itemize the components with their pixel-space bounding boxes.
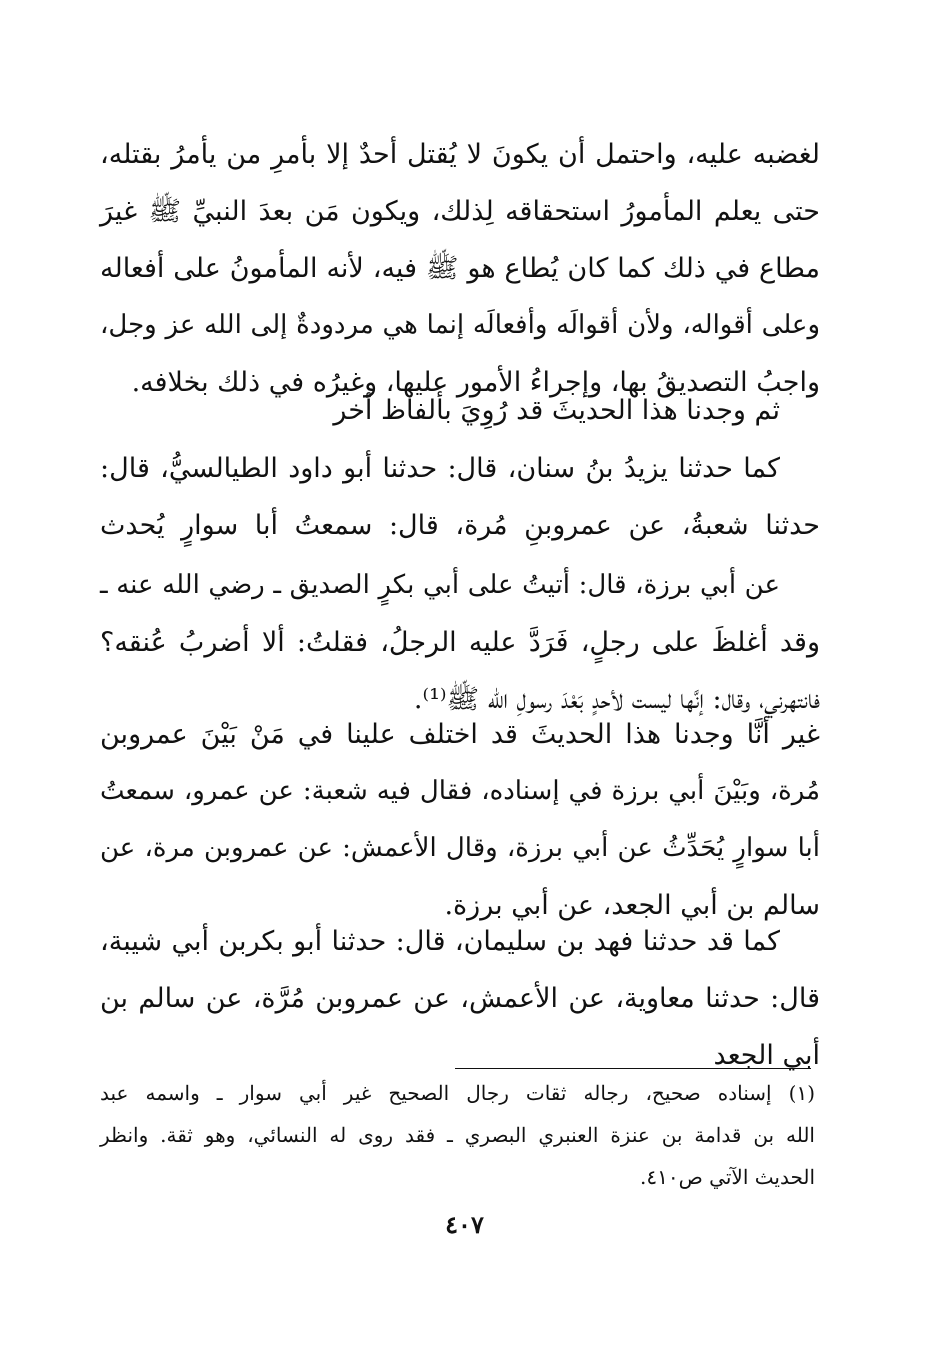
footnote-separator	[455, 1068, 811, 1069]
footnote-line: (١) إسناده صحيح، رجاله ثقات رجال الصحيح غير أبي سوار ـ واسمه عبد	[100, 1081, 815, 1105]
paragraph-line: فانتهرني، وقال: إنَّها ليست لأحدٍ بَعْدَ رسولِ الله ﷺ⁽¹⁾.	[413, 684, 820, 715]
paragraph-line: واجبُ التصديقُ بها، وإجراءُ الأمور عليها، وغيرُه في ذلك بخلافه.	[131, 367, 820, 398]
footnote-line: الله بن قدامة بن عنزة العنبري البصري ـ فقد روى له النسائي، وهو ثقة. وانظر	[100, 1123, 815, 1147]
paragraph-2	[100, 382, 820, 439]
footnote-line: الحديث الآتي ص٤١٠.	[640, 1165, 815, 1189]
paragraph-line: مُرة، وبَيْنَ أبي برزة في إسناده، فقال فيه شعبة: عن عمرو، سمعتُ	[100, 776, 820, 806]
footnote-1	[100, 1072, 815, 1198]
paragraph-5	[100, 706, 820, 934]
paragraph-line: حتى يعلم المأمورُ استحقاقه لِذلك، ويكون مَن بعدَ النبيِّ ﷺ غيرَ	[100, 196, 820, 227]
paragraph-line: أبي الجعد	[713, 1040, 820, 1071]
paragraph-line: مطاع في ذلك كما كان يُطاع هو ﷺ فيه، لأنه المأمونُ على أفعاله	[100, 253, 820, 284]
paragraph-line: قال: حدثنا معاوية، عن الأعمش، عن عمروبن مُرَّة، عن سالم بن	[100, 983, 820, 1014]
page-number: ٤٠٧	[445, 1210, 484, 1239]
paragraph-line: وعلى أقواله، ولأن أقوالَه وأفعالَه إنما هي مردودةٌ إلى الله عز وجل،	[100, 310, 820, 340]
paragraph-line: أبا سوارٍ يُحَدِّثُ عن أبي برزة، وقال الأعمش: عن عمروبن مرة، عن	[100, 833, 820, 863]
paragraph-line: كما حدثنا يزيدُ بنُ سنان، قال: حدثنا أبو داود الطيالسيُّ، قال:	[100, 453, 780, 484]
paragraph-line: ثم وجدنا هذا الحديثَ قد رُوِيَ بألفاظ أخر	[333, 395, 780, 426]
paragraph-4	[100, 557, 820, 728]
paragraph-line: حدثنا شعبةُ، عن عمروبنِ مُرة، قال: سمعتُ أبا سوارٍ يُحدث	[100, 510, 820, 541]
paragraph-1	[100, 126, 820, 411]
paragraph-line: عن أبي برزة، قال: أتيتُ على أبي بكرٍ الصديق ـ رضي الله عنه ـ	[100, 570, 780, 600]
paragraph-line: غير أنَّا وجدنا هذا الحديثَ قد اختلف علينا في مَنْ بَيْنَ عمروبن	[100, 719, 820, 750]
paragraph-3	[100, 440, 820, 554]
paragraph-line: كما قد حدثنا فهد بن سليمان، قال: حدثنا أبو بكربن أبي شيبة،	[100, 926, 780, 957]
paragraph-line: لغضبه عليه، واحتمل أن يكونَ لا يُقتل أحدٌ إلا بأمرِ من يأمرُ بقتله،	[100, 139, 820, 170]
paragraph-line: وقد أغلظَ على رجلٍ، فَرَدَّ عليه الرجلُ، فقلتُ: ألا أضربُ عُنقه؟	[100, 627, 820, 658]
paragraph-6	[100, 913, 820, 1084]
paragraph-line: سالم بن أبي الجعد، عن أبي برزة.	[444, 890, 820, 921]
